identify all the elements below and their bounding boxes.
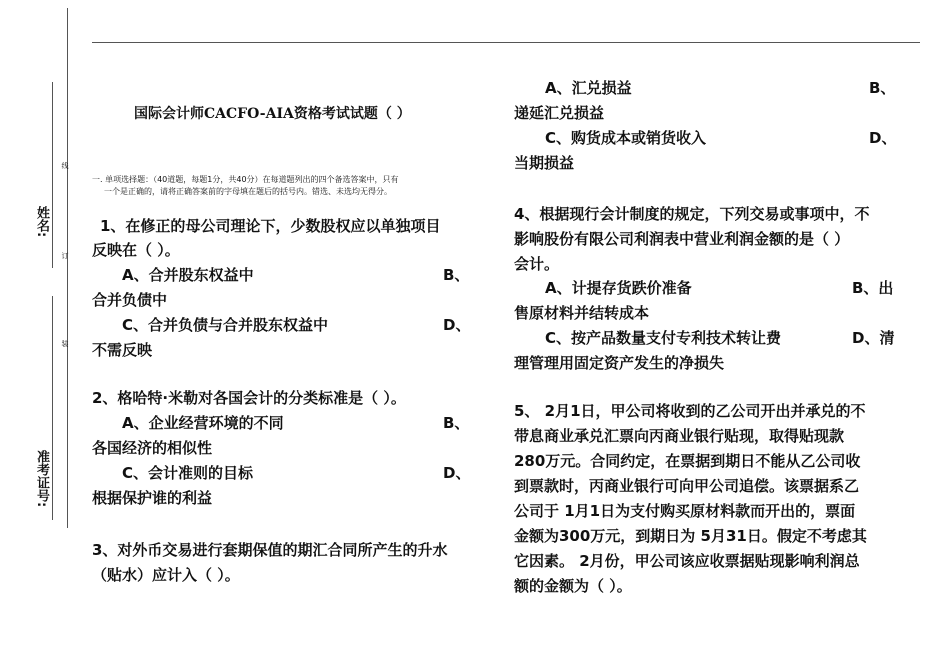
q4-option-d: 理管理用固定资产发生的净损失 (514, 354, 725, 372)
q3-option-d: 当期损益 (514, 154, 575, 172)
q3-option-c: C、购货成本或销货收入 (545, 129, 707, 147)
q4-option-b-marker: B、出 (852, 279, 894, 297)
q1-option-b: 合并负债中 (92, 291, 168, 309)
q2-option-c: C、会计准则的目标 (122, 464, 254, 482)
q1-option-d-marker: D、 (443, 316, 471, 334)
q3-option-b: 递延汇兑损益 (514, 104, 605, 122)
q5-line-7: 它因素。 2月份，甲公司该应收票据贴现影响利润总 (514, 552, 860, 570)
q4-stem-line-2: 影响股份有限公司利润表中营业利润金额的是（ ） (514, 230, 850, 248)
q4-option-b: 售原材料并结转成本 (514, 304, 650, 322)
q2-option-b-marker: B、 (443, 414, 470, 432)
seal-char-line: 线 (61, 162, 69, 169)
q4-option-a: A、计提存货跌价准备 (545, 279, 692, 297)
exam-title: 国际会计师CACFO-AIA资格考试试题（ ） (134, 106, 411, 122)
q5-line-3: 280万元。合同约定，在票据到期日不能从乙公司收 (514, 452, 861, 470)
q2-option-a: A、企业经营环境的不同 (122, 414, 284, 432)
q5-line-5: 公司于 1月1日为支付购买原材料款而开出的，票面 (514, 502, 856, 520)
q3-option-b-marker: B、 (869, 79, 896, 97)
q4-stem-line-3: 会计。 (514, 255, 560, 273)
q5-line-8: 额的金额为（ ）。 (514, 577, 632, 595)
q1-stem-line-2: 反映在（ ）。 (92, 241, 180, 259)
q4-stem-line-1: 4、根据现行会计制度的规定，下列交易或事项中，不 (514, 205, 870, 223)
q1-option-b-marker: B、 (443, 266, 470, 284)
q4-option-d-marker: D、清 (852, 329, 895, 347)
instructions-line-1: 一. 单项选择题：（40道题，每题1分，共40分）在每道题列出的四个备选答案中，只有 (92, 175, 399, 184)
q1-stem-line-1: 1、在修正的母公司理论下，少数股权应以单独项目 (100, 217, 441, 235)
q1-option-c: C、合并负债与合并股东权益中 (122, 316, 329, 334)
q5-line-1: 5、 2月1日，甲公司将收到的乙公司开出并承兑的不 (514, 402, 866, 420)
q2-option-d-marker: D、 (443, 464, 471, 482)
q2-option-d: 根据保护谁的利益 (92, 489, 213, 507)
q3-stem-line-1: 3、对外币交易进行套期保值的期汇合同所产生的升水 (92, 541, 448, 559)
q2-stem: 2、格哈特·米勒对各国会计的分类标准是（ ）。 (92, 389, 406, 407)
q3-option-d-marker: D、 (869, 129, 897, 147)
binding-vertical-rule (67, 8, 68, 528)
q3-stem-line-2: （贴水）应计入（ ）。 (92, 566, 240, 584)
top-horizontal-rule (92, 42, 920, 43)
instructions-line-2: 一个是正确的，请将正确答案前的字母填在题后的括号内。错选、未选均无得分。 (104, 187, 392, 196)
q2-option-b: 各国经济的相似性 (92, 439, 213, 457)
name-underline (52, 82, 53, 268)
q1-option-d: 不需反映 (92, 341, 153, 359)
q3-option-a: A、汇兑损益 (545, 79, 632, 97)
exam-number-label: 准考证号: (34, 450, 49, 508)
seal-char-mount: 装 (61, 340, 69, 347)
name-label: 姓名: (34, 206, 49, 238)
seal-char-bind: 订 (61, 252, 69, 259)
q5-line-6: 金额为300万元，到期日为 5月31日。假定不考虑其 (514, 527, 867, 545)
exam-number-underline (52, 296, 53, 520)
q4-option-c: C、按产品数量支付专利技术转让费 (545, 329, 782, 347)
q5-line-4: 到票款时，丙商业银行可向甲公司追偿。该票据系乙 (514, 477, 860, 495)
q5-line-2: 带息商业承兑汇票向丙商业银行贴现，取得贴现款 (514, 427, 845, 445)
q1-option-a: A、合并股东权益中 (122, 266, 254, 284)
